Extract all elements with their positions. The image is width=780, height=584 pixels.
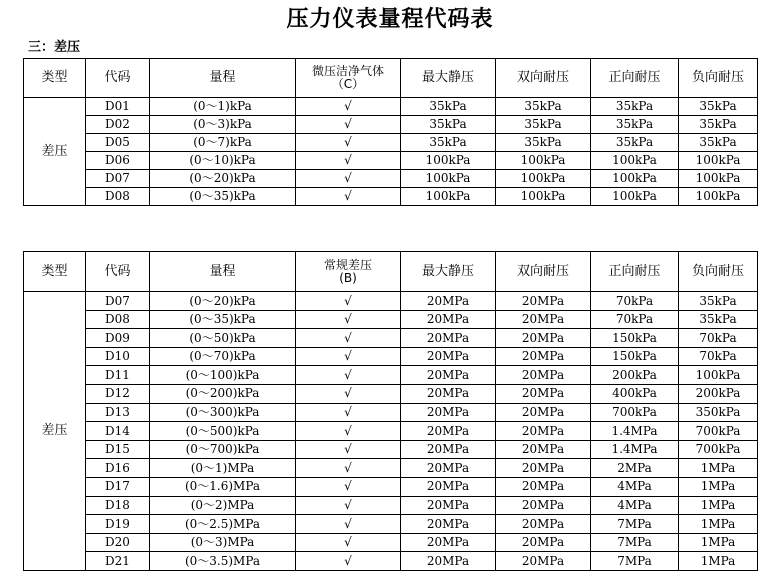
cell-bidirectional: 20MPa bbox=[496, 347, 591, 366]
cell-positive: 35kPa bbox=[591, 116, 679, 134]
cell-bidirectional: 20MPa bbox=[496, 533, 591, 552]
header-range: 量程 bbox=[150, 252, 296, 292]
cell-negative: 70kPa bbox=[679, 347, 758, 366]
cell-check: √ bbox=[296, 440, 401, 459]
cell-check: √ bbox=[296, 134, 401, 152]
cell-check: √ bbox=[296, 292, 401, 311]
cell-code: D21 bbox=[86, 552, 150, 571]
table-body bbox=[24, 98, 758, 206]
cell-max-static: 20MPa bbox=[401, 533, 496, 552]
cell-max-static: 20MPa bbox=[401, 403, 496, 422]
cell-code: D14 bbox=[86, 422, 150, 441]
type-cell: 差压 bbox=[24, 292, 86, 571]
cell-bidirectional: 100kPa bbox=[496, 170, 591, 188]
table-row bbox=[24, 477, 758, 496]
cell-range: (0～35)kPa bbox=[150, 310, 296, 329]
header-type: 类型 bbox=[24, 252, 86, 292]
cell-negative: 35kPa bbox=[679, 98, 758, 116]
cell-range: (0～2)MPa bbox=[150, 496, 296, 515]
cell-range: (0～3.5)MPa bbox=[150, 552, 296, 571]
header-type: 类型 bbox=[24, 59, 86, 98]
table-row bbox=[24, 188, 758, 206]
cell-negative: 1MPa bbox=[679, 496, 758, 515]
table-row bbox=[24, 134, 758, 152]
cell-check: √ bbox=[296, 116, 401, 134]
table-row bbox=[24, 98, 758, 116]
cell-positive: 150kPa bbox=[591, 329, 679, 348]
cell-check: √ bbox=[296, 496, 401, 515]
cell-check: √ bbox=[296, 329, 401, 348]
cell-positive: 400kPa bbox=[591, 384, 679, 403]
range-code-table-b bbox=[23, 251, 758, 571]
cell-negative: 1MPa bbox=[679, 533, 758, 552]
section-heading: 三：差压 bbox=[28, 40, 81, 55]
cell-bidirectional: 20MPa bbox=[496, 477, 591, 496]
table-header-row bbox=[24, 59, 758, 98]
cell-range: (0～20)kPa bbox=[150, 170, 296, 188]
cell-negative: 35kPa bbox=[679, 310, 758, 329]
cell-positive: 35kPa bbox=[591, 134, 679, 152]
range-code-table-c bbox=[23, 58, 758, 206]
header-positive: 正向耐压 bbox=[591, 252, 679, 292]
cell-max-static: 20MPa bbox=[401, 329, 496, 348]
cell-code: D09 bbox=[86, 329, 150, 348]
header-code: 代码 bbox=[86, 59, 150, 98]
cell-max-static: 100kPa bbox=[401, 188, 496, 206]
table-row bbox=[24, 422, 758, 441]
cell-bidirectional: 20MPa bbox=[496, 403, 591, 422]
cell-max-static: 20MPa bbox=[401, 292, 496, 311]
cell-bidirectional: 20MPa bbox=[496, 496, 591, 515]
table-row bbox=[24, 292, 758, 311]
cell-max-static: 20MPa bbox=[401, 477, 496, 496]
cell-range: (0～1.6)MPa bbox=[150, 477, 296, 496]
cell-code: D01 bbox=[86, 98, 150, 116]
table-row bbox=[24, 403, 758, 422]
cell-bidirectional: 20MPa bbox=[496, 422, 591, 441]
cell-range: (0～2.5)MPa bbox=[150, 515, 296, 534]
cell-range: (0～20)kPa bbox=[150, 292, 296, 311]
header-bidirectional: 双向耐压 bbox=[496, 59, 591, 98]
cell-bidirectional: 20MPa bbox=[496, 310, 591, 329]
cell-bidirectional: 100kPa bbox=[496, 188, 591, 206]
table-body bbox=[24, 292, 758, 571]
table-row bbox=[24, 329, 758, 348]
cell-range: (0～35)kPa bbox=[150, 188, 296, 206]
cell-positive: 100kPa bbox=[591, 188, 679, 206]
cell-bidirectional: 20MPa bbox=[496, 459, 591, 478]
cell-positive: 4MPa bbox=[591, 496, 679, 515]
cell-negative: 100kPa bbox=[679, 366, 758, 385]
cell-negative: 350kPa bbox=[679, 403, 758, 422]
cell-negative: 200kPa bbox=[679, 384, 758, 403]
cell-check: √ bbox=[296, 152, 401, 170]
cell-range: (0～3)kPa bbox=[150, 116, 296, 134]
header-range: 量程 bbox=[150, 59, 296, 98]
cell-bidirectional: 20MPa bbox=[496, 329, 591, 348]
cell-positive: 2MPa bbox=[591, 459, 679, 478]
cell-bidirectional: 35kPa bbox=[496, 116, 591, 134]
cell-range: (0～7)kPa bbox=[150, 134, 296, 152]
cell-max-static: 20MPa bbox=[401, 384, 496, 403]
cell-max-static: 35kPa bbox=[401, 134, 496, 152]
cell-code: D02 bbox=[86, 116, 150, 134]
cell-range: (0～1)kPa bbox=[150, 98, 296, 116]
header-standard-differential: 常规差压 (B) bbox=[296, 252, 401, 292]
cell-positive: 100kPa bbox=[591, 152, 679, 170]
cell-positive: 70kPa bbox=[591, 292, 679, 311]
cell-max-static: 35kPa bbox=[401, 98, 496, 116]
type-cell: 差压 bbox=[24, 98, 86, 206]
cell-negative: 100kPa bbox=[679, 152, 758, 170]
table-row bbox=[24, 515, 758, 534]
cell-max-static: 20MPa bbox=[401, 459, 496, 478]
cell-max-static: 20MPa bbox=[401, 496, 496, 515]
cell-code: D11 bbox=[86, 366, 150, 385]
cell-check: √ bbox=[296, 366, 401, 385]
cell-positive: 200kPa bbox=[591, 366, 679, 385]
cell-negative: 700kPa bbox=[679, 422, 758, 441]
cell-bidirectional: 20MPa bbox=[496, 366, 591, 385]
cell-check: √ bbox=[296, 384, 401, 403]
cell-max-static: 100kPa bbox=[401, 170, 496, 188]
cell-negative: 1MPa bbox=[679, 459, 758, 478]
table-row bbox=[24, 496, 758, 515]
cell-max-static: 35kPa bbox=[401, 116, 496, 134]
cell-bidirectional: 20MPa bbox=[496, 515, 591, 534]
cell-negative: 1MPa bbox=[679, 552, 758, 571]
cell-code: D16 bbox=[86, 459, 150, 478]
cell-range: (0～200)kPa bbox=[150, 384, 296, 403]
cell-range: (0～10)kPa bbox=[150, 152, 296, 170]
table-header-row bbox=[24, 252, 758, 292]
cell-check: √ bbox=[296, 459, 401, 478]
cell-check: √ bbox=[296, 188, 401, 206]
cell-positive: 150kPa bbox=[591, 347, 679, 366]
cell-code: D08 bbox=[86, 310, 150, 329]
cell-code: D05 bbox=[86, 134, 150, 152]
cell-positive: 7MPa bbox=[591, 552, 679, 571]
header-micro-clean-gas: 微压洁净气体 （C） bbox=[296, 59, 401, 98]
table-row bbox=[24, 552, 758, 571]
table-row bbox=[24, 440, 758, 459]
cell-max-static: 100kPa bbox=[401, 152, 496, 170]
cell-range: (0～3)MPa bbox=[150, 533, 296, 552]
cell-negative: 100kPa bbox=[679, 188, 758, 206]
cell-negative: 1MPa bbox=[679, 515, 758, 534]
cell-max-static: 20MPa bbox=[401, 440, 496, 459]
cell-code: D13 bbox=[86, 403, 150, 422]
header-bidirectional: 双向耐压 bbox=[496, 252, 591, 292]
cell-range: (0～500)kPa bbox=[150, 422, 296, 441]
cell-range: (0～1)MPa bbox=[150, 459, 296, 478]
cell-code: D17 bbox=[86, 477, 150, 496]
cell-max-static: 20MPa bbox=[401, 310, 496, 329]
cell-check: √ bbox=[296, 310, 401, 329]
table-row bbox=[24, 533, 758, 552]
cell-max-static: 20MPa bbox=[401, 347, 496, 366]
cell-negative: 100kPa bbox=[679, 170, 758, 188]
cell-bidirectional: 100kPa bbox=[496, 152, 591, 170]
cell-code: D15 bbox=[86, 440, 150, 459]
table-row bbox=[24, 347, 758, 366]
table-row bbox=[24, 116, 758, 134]
cell-check: √ bbox=[296, 347, 401, 366]
header-code: 代码 bbox=[86, 252, 150, 292]
cell-negative: 700kPa bbox=[679, 440, 758, 459]
cell-code: D10 bbox=[86, 347, 150, 366]
table-row bbox=[24, 310, 758, 329]
cell-range: (0～700)kPa bbox=[150, 440, 296, 459]
cell-positive: 1.4MPa bbox=[591, 422, 679, 441]
cell-positive: 100kPa bbox=[591, 170, 679, 188]
header-max-static: 最大静压 bbox=[401, 59, 496, 98]
cell-range: (0～70)kPa bbox=[150, 347, 296, 366]
cell-bidirectional: 20MPa bbox=[496, 552, 591, 571]
cell-code: D19 bbox=[86, 515, 150, 534]
cell-positive: 70kPa bbox=[591, 310, 679, 329]
cell-negative: 35kPa bbox=[679, 134, 758, 152]
header-max-static: 最大静压 bbox=[401, 252, 496, 292]
cell-code: D08 bbox=[86, 188, 150, 206]
cell-negative: 35kPa bbox=[679, 116, 758, 134]
cell-check: √ bbox=[296, 533, 401, 552]
cell-range: (0～50)kPa bbox=[150, 329, 296, 348]
cell-check: √ bbox=[296, 515, 401, 534]
cell-max-static: 20MPa bbox=[401, 552, 496, 571]
cell-max-static: 20MPa bbox=[401, 422, 496, 441]
cell-code: D12 bbox=[86, 384, 150, 403]
cell-code: D07 bbox=[86, 170, 150, 188]
cell-check: √ bbox=[296, 170, 401, 188]
header-negative: 负向耐压 bbox=[679, 252, 758, 292]
cell-bidirectional: 20MPa bbox=[496, 292, 591, 311]
header-positive: 正向耐压 bbox=[591, 59, 679, 98]
cell-max-static: 20MPa bbox=[401, 515, 496, 534]
table-row bbox=[24, 366, 758, 385]
cell-range: (0～300)kPa bbox=[150, 403, 296, 422]
cell-positive: 1.4MPa bbox=[591, 440, 679, 459]
cell-negative: 70kPa bbox=[679, 329, 758, 348]
cell-negative: 35kPa bbox=[679, 292, 758, 311]
cell-positive: 35kPa bbox=[591, 98, 679, 116]
table-row bbox=[24, 152, 758, 170]
cell-code: D18 bbox=[86, 496, 150, 515]
cell-bidirectional: 20MPa bbox=[496, 440, 591, 459]
cell-max-static: 20MPa bbox=[401, 366, 496, 385]
cell-positive: 7MPa bbox=[591, 515, 679, 534]
table-row bbox=[24, 459, 758, 478]
cell-bidirectional: 35kPa bbox=[496, 134, 591, 152]
cell-positive: 4MPa bbox=[591, 477, 679, 496]
cell-bidirectional: 20MPa bbox=[496, 384, 591, 403]
cell-negative: 1MPa bbox=[679, 477, 758, 496]
table-row bbox=[24, 384, 758, 403]
cell-code: D07 bbox=[86, 292, 150, 311]
cell-positive: 7MPa bbox=[591, 533, 679, 552]
table-row bbox=[24, 170, 758, 188]
cell-range: (0～100)kPa bbox=[150, 366, 296, 385]
cell-check: √ bbox=[296, 98, 401, 116]
cell-positive: 700kPa bbox=[591, 403, 679, 422]
cell-check: √ bbox=[296, 477, 401, 496]
cell-check: √ bbox=[296, 552, 401, 571]
page-title: 压力仪表量程代码表 bbox=[286, 7, 494, 32]
cell-check: √ bbox=[296, 403, 401, 422]
cell-code: D20 bbox=[86, 533, 150, 552]
header-negative: 负向耐压 bbox=[679, 59, 758, 98]
cell-bidirectional: 35kPa bbox=[496, 98, 591, 116]
cell-check: √ bbox=[296, 422, 401, 441]
cell-code: D06 bbox=[86, 152, 150, 170]
